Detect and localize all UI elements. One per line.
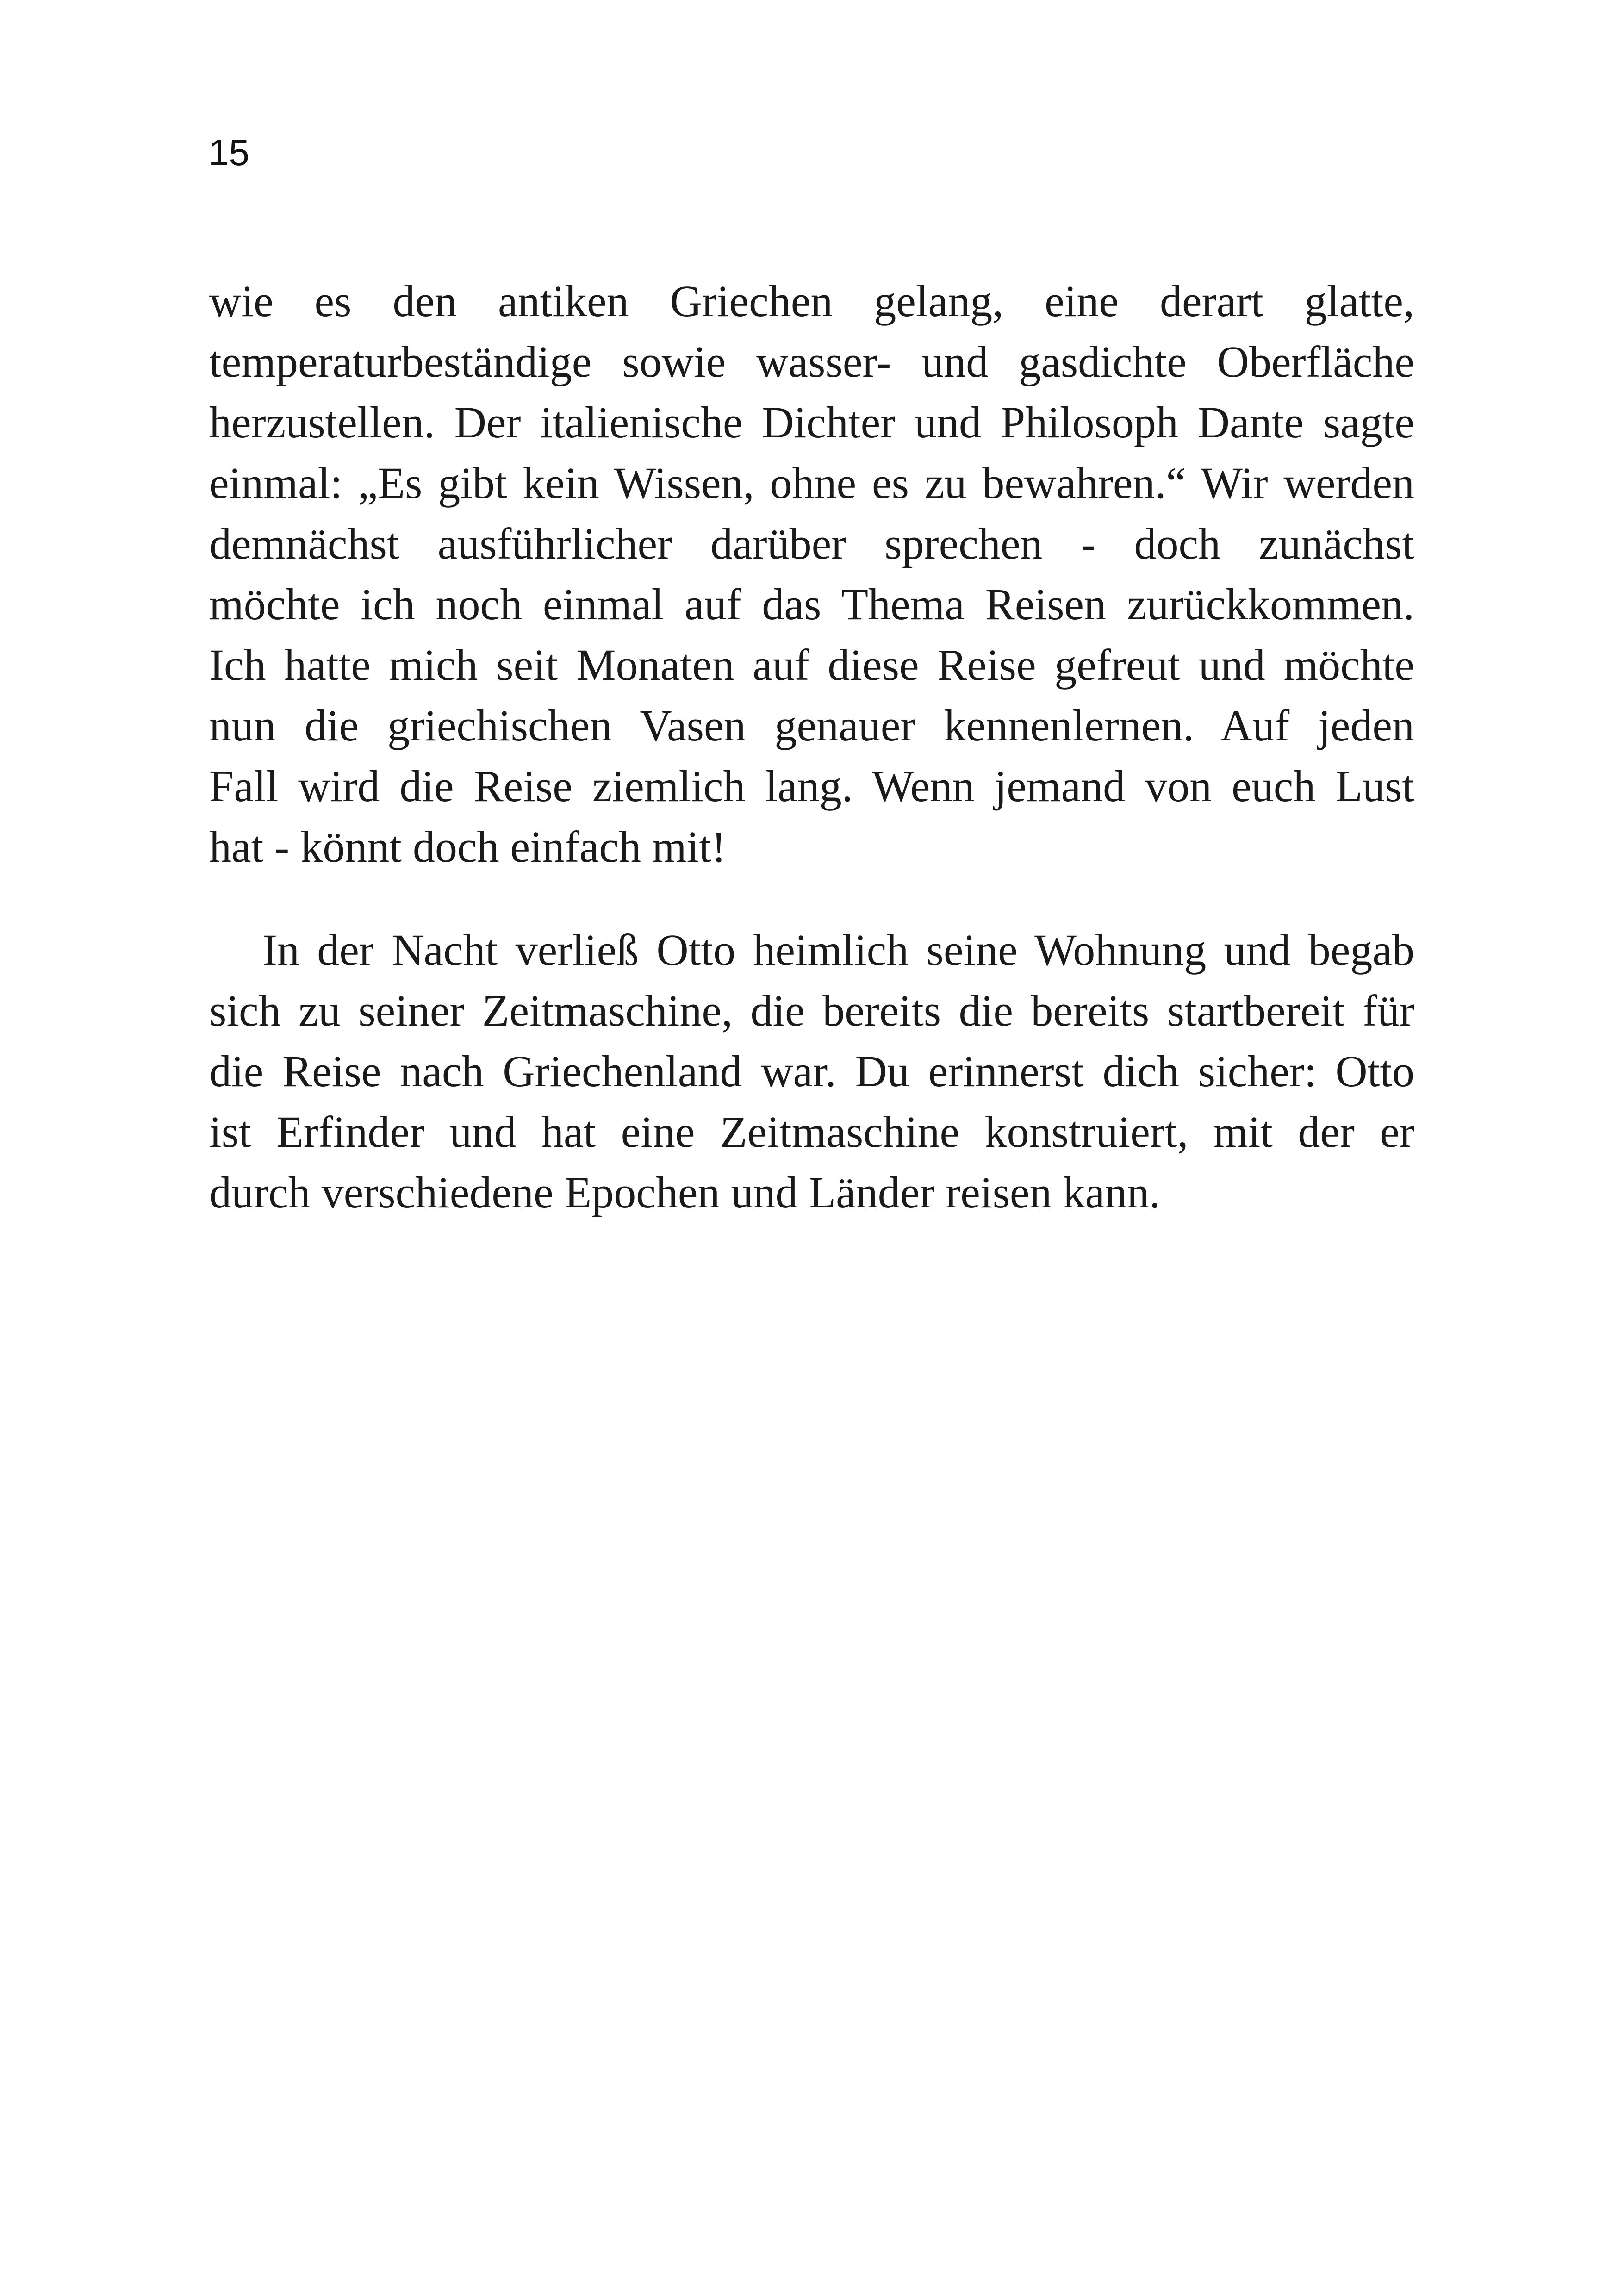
text-line: hat - könnt doch einfach mit! [209, 822, 726, 871]
text-line-indented [209, 920, 1414, 980]
text-line-content: In der Nacht verließ Otto heimlich seine Wohnung und begab [262, 925, 1414, 975]
paragraph-1 [209, 271, 1414, 877]
text-line: nun die griechischen Vasen genauer kennenlernen. Auf jeden [209, 701, 1414, 750]
text-line: einmal: „Es gibt kein Wissen, ohne es zu bewahren.“ Wir werden [209, 458, 1414, 508]
text-line: möchte ich noch einmal auf das Thema Reisen zurückkommen. [209, 579, 1414, 629]
text-line: sich zu seiner Zeitmaschine, die bereits die bereits startbereit für [209, 986, 1414, 1035]
paragraph-2 [209, 920, 1414, 1223]
page-number: 15 [208, 132, 249, 173]
text-line: ist Erfinder und hat eine Zeitmaschine konstruiert, mit der er [209, 1107, 1414, 1157]
text-line: Ich hatte mich seit Monaten auf diese Reise gefreut und möchte [209, 640, 1414, 690]
text-line: Fall wird die Reise ziemlich lang. Wenn jemand von euch Lust [209, 761, 1414, 811]
body-text [209, 271, 1414, 1223]
text-line: die Reise nach Griechenland war. Du erinnerst dich sicher: Otto [209, 1046, 1414, 1096]
text-line: temperaturbeständige sowie wasser- und gasdichte Oberfläche [209, 337, 1414, 386]
text-line: demnächst ausführlicher darüber sprechen - doch zunächst [209, 519, 1414, 568]
text-line: durch verschiedene Epochen und Länder reisen kann. [209, 1168, 1161, 1217]
text-line: wie es den antiken Griechen gelang, eine derart glatte, [209, 276, 1414, 326]
text-line: herzustellen. Der italienische Dichter und Philosoph Dante sagte [209, 398, 1414, 447]
paragraph-gap [209, 877, 1414, 920]
